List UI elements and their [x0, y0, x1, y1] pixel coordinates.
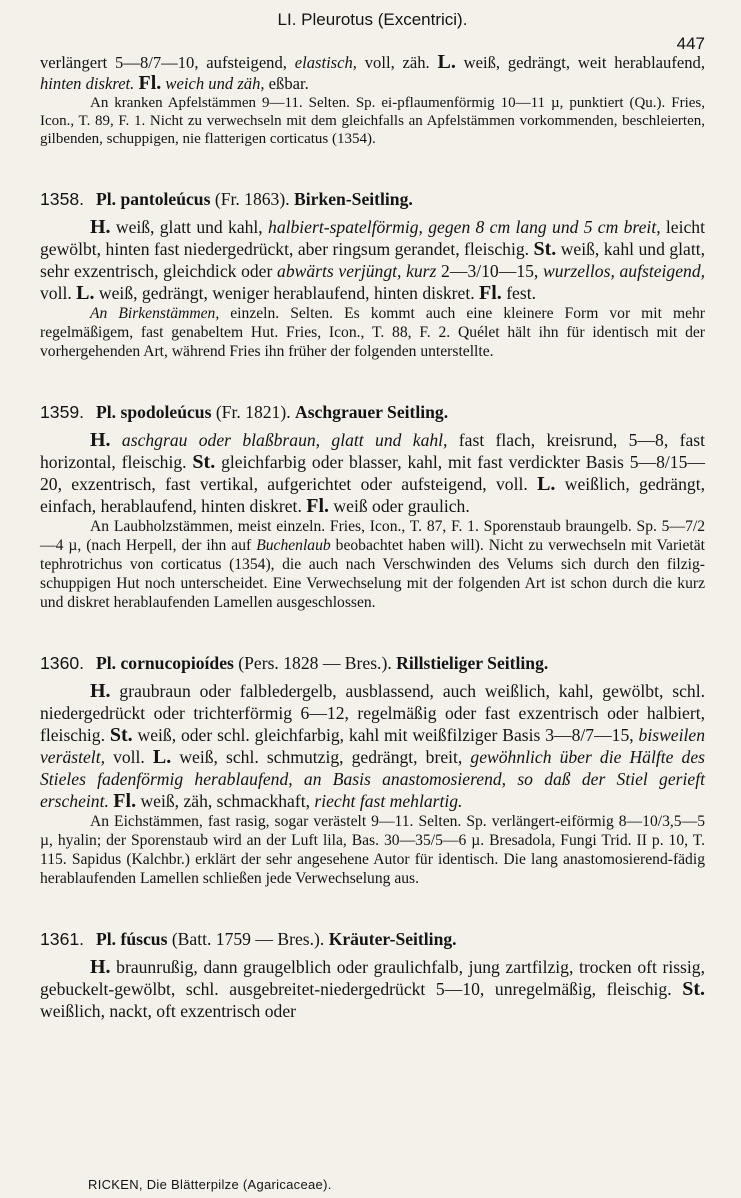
abbreviation: Fl.: [306, 495, 330, 517]
text-run: weiß oder graulich.: [329, 496, 470, 516]
abbreviation: H.: [90, 956, 111, 978]
habitat-note: [40, 812, 705, 888]
abbreviation: H.: [90, 429, 111, 451]
description: [40, 680, 705, 812]
italic-text: riecht fast mehlartig.: [314, 791, 463, 811]
text-run: einzeln. Selten. Es kommt auch eine kleinere Form vor mit mehr regelmäßigem, fast genabeltem Hut. Fries, Icon., T. 88, F. 2. Quélet hält ihn für identisch mit der vorhergehenden Art, während Fries ihn früher der folgenden unterstellte.: [40, 305, 706, 360]
text-run: weiß, kahl und glatt, sehr exzentrisch, gleichdick oder: [40, 239, 706, 281]
genus-abbr: Pl.: [96, 189, 117, 209]
text-run: braunrußig, dann graugelblich oder graulichfalb, jung zartfilzig, trocken oft rissig, gebuckelt-gewölbt, schl. ausgebreitet-niedergedrückt 5—10, unregelmäßig, fleischig.: [40, 957, 705, 999]
entry-number: 1359.: [40, 402, 85, 422]
abbreviation: H.: [90, 680, 111, 702]
abbreviation: H.: [90, 216, 111, 238]
text-run: weißlich, gedrängt, einfach, herablaufend, hinten diskret.: [40, 474, 705, 516]
authority: (Pers. 1828 — Bres.).: [233, 653, 397, 673]
italic-text: Buchenlaub: [256, 537, 331, 554]
abbreviation: Fl.: [113, 790, 137, 812]
habitat-note: [40, 304, 705, 361]
italic-text: aschgrau oder blaßbraun, glatt und kahl,: [121, 430, 448, 450]
entry-heading: [40, 926, 705, 952]
continuation-note: An kranken Apfelstämmen 9—11. Selten. Sp. ei-pflaumenförmig 10—11 µ, punktiert (Qu.). Fries, Icon., T. 89, F. 1. Nicht zu verwechseln mit dem gleichfalls an Apfelstämmen vorkommenden, beschleierten, gilbenden, schuppigen, nie flatterigen corticatus (1354).: [40, 95, 705, 147]
text-run: weißlich, nackt, oft exzentrisch oder: [40, 1001, 296, 1021]
text-run: fest.: [501, 283, 536, 303]
italic-text: elastisch,: [294, 53, 357, 72]
species-entry: [40, 650, 705, 888]
text-run: weiß, schl. schmutzig, gedrängt, breit,: [171, 747, 471, 767]
entry-number: 1360.: [40, 653, 85, 673]
genus-abbr: Pl.: [96, 653, 117, 673]
text-run: leicht gewölbt, hinten fast niedergedrückt, aber ringsum gerandet, fleischig.: [40, 217, 705, 259]
text-run: voll.: [104, 747, 153, 767]
species-name: fúscus: [120, 929, 168, 949]
authority: (Batt. 1759 — Bres.).: [167, 929, 329, 949]
italic-text: An Birkenstämmen,: [90, 305, 220, 322]
species-name: spodoleúcus: [120, 402, 212, 422]
text-run: weiß, gedrängt, weniger herablaufend, hinten diskret.: [94, 283, 480, 303]
entry-number: 1361.: [40, 929, 85, 949]
species-entry: [40, 926, 705, 1022]
page-number: 447: [676, 34, 705, 53]
text-run: An Eichstämmen, fast rasig, sogar verästelt 9—11. Selten. Sp. verlängert-eiförmig 8—10/3,5—5 µ, hyalin; der Sporenstaub wird an der Luft lila, Bas. 30—35/5—6 µ. Bresadola, Fungi Trid. II p. 10, T. 115. Sapidus (Kalchbr.) erklärt der sehr angesehene Autor für identisch. Die lang anastomosierend-fädig herablaufenden Lamellen schließen jede Verwechselung aus.: [40, 813, 705, 887]
italic-text: abwärts verjüngt, kurz: [277, 261, 437, 281]
italic-text: weich und zäh,: [165, 74, 265, 93]
entry-heading: [40, 399, 705, 425]
entry-number: 1358.: [40, 189, 85, 209]
species-entry: [40, 399, 705, 612]
text-run: weiß, glatt und kahl,: [110, 217, 269, 237]
species-name: cornucopioídes: [120, 653, 234, 673]
abbreviation: L.: [152, 746, 172, 768]
abbreviation: St.: [682, 978, 705, 1000]
text-run: graubraun oder falbledergelb, ausblassend, auch weißlich, kahl, gewölbt, schl. niedergedrückt oder trichterförmig 6—12, regelmäßig oder fast exzentrisch oder halbiert, fleischig.: [40, 681, 705, 745]
text-run: weiß, oder schl. gleichfarbig, kahl mit weißfilziger Basis 3—8/7—15,: [132, 725, 639, 745]
abbreviation: L.: [76, 282, 95, 304]
authority: (Fr. 1863).: [210, 189, 295, 209]
abbreviation: L.: [437, 51, 456, 73]
italic-text: hinten diskret.: [40, 74, 135, 93]
description: [40, 216, 705, 304]
page-footer: RICKEN, Die Blätterpilze (Agaricaceae).: [88, 1177, 332, 1192]
italic-text: bisweilen verästelt,: [40, 725, 705, 767]
italic-text: wurzellos, aufsteigend,: [542, 261, 706, 281]
entry-heading: [40, 186, 705, 212]
text-run: fast flach, kreisrund, 5—8, fast horizontal, fleischig.: [40, 430, 705, 472]
text-run: weiß, zäh, schmackhaft,: [136, 791, 315, 811]
page-header: [40, 0, 705, 53]
abbreviation: L.: [537, 473, 556, 495]
abbreviation: Fl.: [479, 282, 502, 304]
abbreviation: St.: [109, 724, 133, 746]
running-title: LI. Pleurotus (Excentrici).: [277, 10, 468, 29]
text-run: voll, zäh.: [356, 53, 438, 72]
text-run: gleichfarbig oder blasser, kahl, mit fast verdickter Basis 5—8/15—20, exzentrisch, fast vertikal, aufgerichtet oder aufsteigend, voll.: [40, 452, 705, 494]
species-entries: [40, 186, 705, 1022]
genus-abbr: Pl.: [96, 402, 117, 422]
text-run: weiß, gedrängt, weit herablaufend,: [455, 53, 705, 72]
description: [40, 956, 705, 1022]
common-name: Birken-Seitling.: [294, 189, 413, 209]
authority: (Fr. 1821).: [211, 402, 295, 422]
text-run: [111, 430, 122, 450]
abbreviation: St.: [192, 451, 216, 473]
text-run: 2—3/10—15,: [436, 261, 543, 281]
text-run: An Laubholzstämmen, meist einzeln. Fries, Icon., T. 87, F. 1. Sporenstaub braungelb. Sp. 5—7/2—4 µ, (nach Herpell, der ihn auf: [40, 518, 705, 554]
species-name: pantoleúcus: [120, 189, 211, 209]
common-name: Kräuter-Seitling.: [328, 929, 457, 949]
continuation-text: [40, 52, 705, 94]
genus-abbr: Pl.: [96, 929, 117, 949]
italic-text: halbiert-spatelförmig, gegen 8 cm lang und 5 cm breit,: [268, 217, 661, 237]
italic-text: gewöhnlich über die Hälfte des Stieles fadenförmig herablaufend, an Basis anastomosierend, so daß der Stiel gerieft erscheint.: [40, 747, 705, 811]
abbreviation: Fl.: [138, 72, 162, 94]
text-run: eßbar.: [264, 74, 309, 93]
text-run: beobachtet haben will). Nicht zu verwechseln mit Varietät tephrotrichus von corticatus (1354), die auch nach Verschwinden des Velums sich durch den filzig-schuppigen Hut noch unterscheidet. Eine Verwechselung mit der folgenden Art ist schon durch die kurz und diskret herablaufenden Lamellen ausgeschlossen.: [40, 537, 705, 611]
common-name: Rillstieliger Seitling.: [396, 653, 549, 673]
entry-heading: [40, 650, 705, 676]
description: [40, 429, 705, 517]
continuation-block: [40, 52, 705, 148]
habitat-note: [40, 517, 705, 612]
common-name: Aschgrauer Seitling.: [295, 402, 449, 422]
abbreviation: St.: [533, 238, 557, 260]
text-run: voll.: [40, 283, 77, 303]
text-run: verlängert 5—8/7—10, aufsteigend,: [40, 53, 295, 72]
species-entry: [40, 186, 705, 361]
